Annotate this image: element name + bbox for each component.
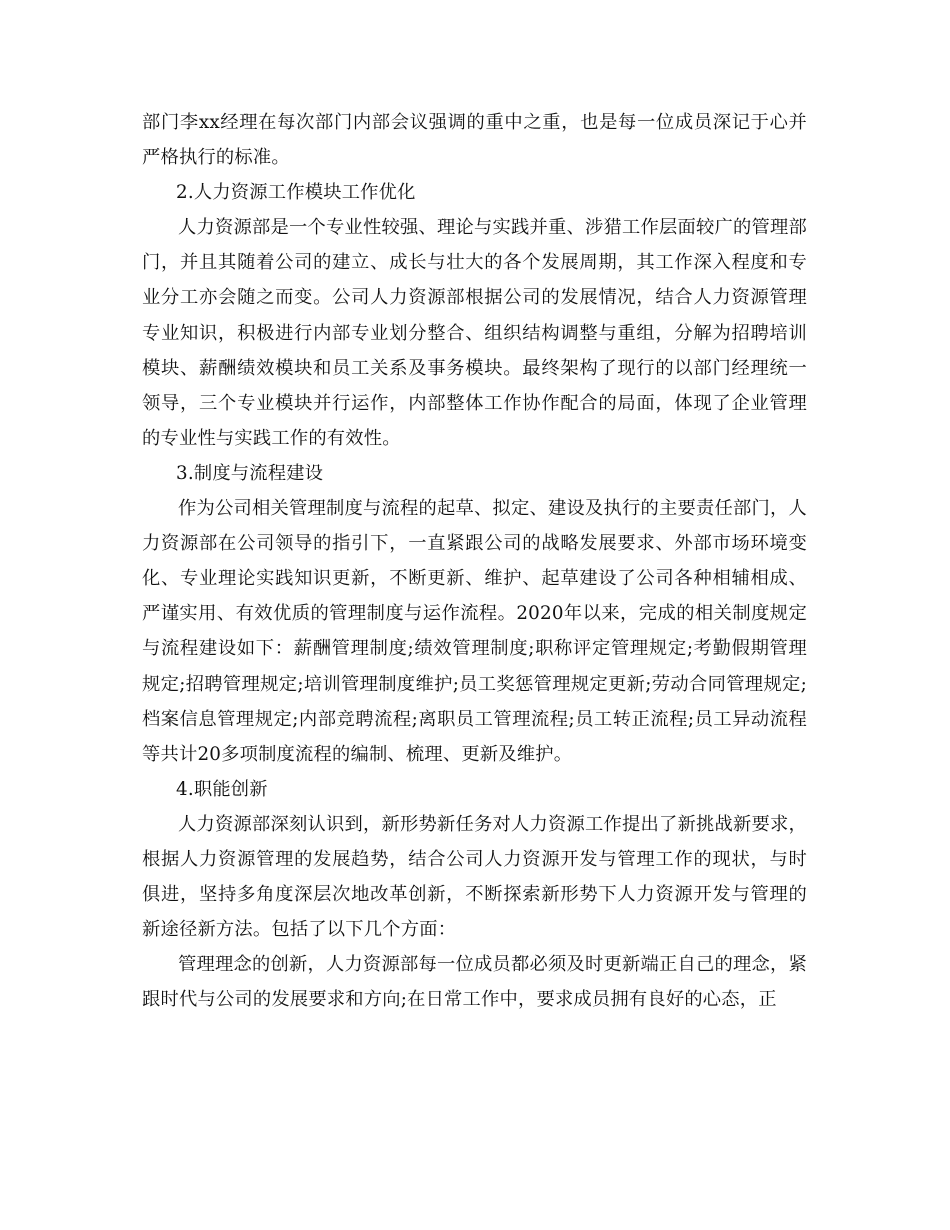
section-heading-2: 2.人力资源工作模块工作优化: [176, 182, 416, 204]
paragraph-policy-process: 作为公司相关管理制度与流程的起草、拟定、建设及执行的主要责任部门，人力资源部在公司领导的指引下，一直紧跟公司的战略发展要求、外部市场环境变化、专业理论实践知识更新，不断更新、维护、起草建设了公司各种相辅相成、严谨实用、有效优质的管理制度与运作流程。2020年以来，完成的相关制度规定与流程建设如下：薪酬管理制度;绩效管理制度;职称评定管理规定;考勤假期管理规定;招聘管理规定;培训管理制度维护;员工奖惩管理规定更新;劳动合同管理规定;档案信息管理规定;内部竞聘流程;离职员工管理流程;员工转正流程;员工异动流程等共计20多项制度流程的编制、梳理、更新及维护。: [142, 498, 807, 765]
paragraph-continuation: 部门李xx经理在每次部门内部会议强调的重中之重，也是每一位成员深记于心并严格执行的标准。: [142, 112, 807, 169]
section-heading-3: 3.制度与流程建设: [176, 462, 324, 484]
paragraph-management-concept: 管理理念的创新，人力资源部每一位成员都必须及时更新端正自己的理念，紧跟时代与公司的发展要求和方向;在日常工作中，要求成员拥有良好的心态，正: [142, 954, 807, 1011]
document-body: [142, 105, 807, 1017]
paragraph-hr-modules: 人力资源部是一个专业性较强、理论与实践并重、涉猎工作层面较广的管理部门，并且其随着公司的建立、成长与壮大的各个发展周期，其工作深入程度和专业分工亦会随之而变。公司人力资源部根据公司的发展情况，结合人力资源管理专业知识，积极进行内部专业划分整合、组织结构调整与重组，分解为招聘培训模块、薪酬绩效模块和员工关系及事务模块。最终架构了现行的以部门经理统一领导，三个专业模块并行运作，内部整体工作协作配合的局面，体现了企业管理的专业性与实践工作的有效性。: [142, 217, 807, 449]
section-heading-4: 4.职能创新: [176, 778, 268, 800]
paragraph-function-innovation: 人力资源部深刻认识到，新形势新任务对人力资源工作提出了新挑战新要求，根据人力资源管理的发展趋势，结合公司人力资源开发与管理工作的现状，与时俱进，坚持多角度深层次地改革创新，不断探索新形势下人力资源开发与管理的新途径新方法。包括了以下几个方面：: [142, 813, 807, 941]
